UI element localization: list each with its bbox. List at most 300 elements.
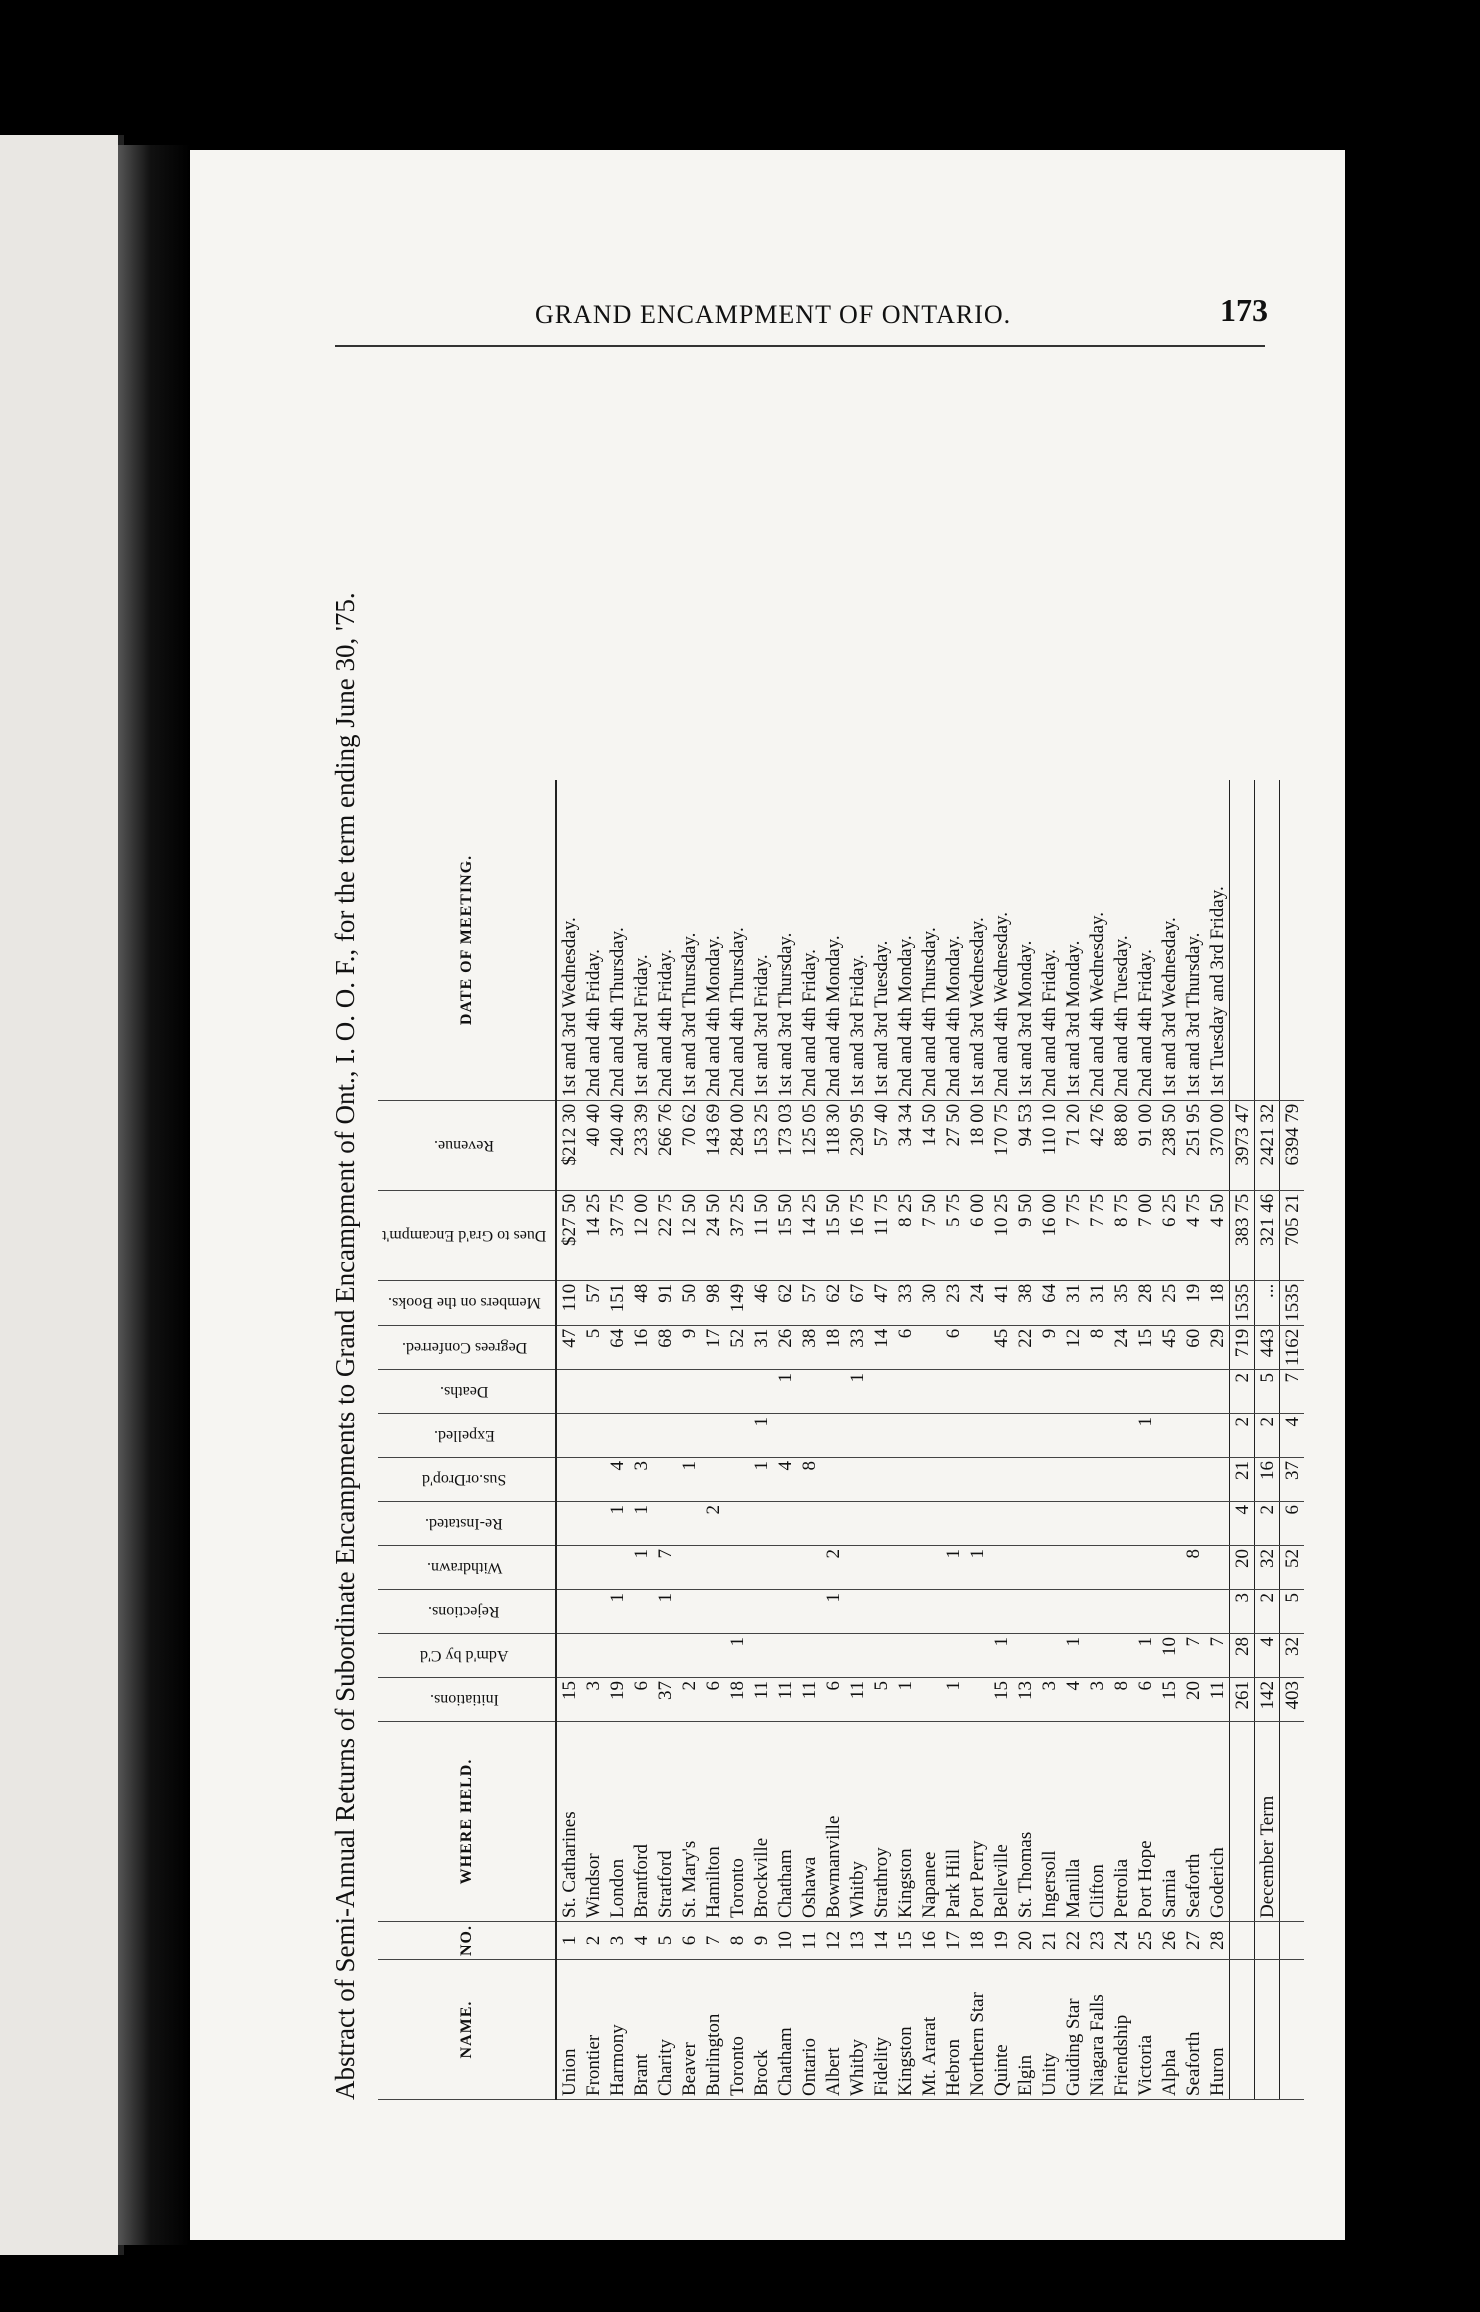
cell-where: Park Hill <box>941 1722 965 1922</box>
cell-dues: $27 50 <box>556 1190 581 1280</box>
grand-total-dth: 7 <box>1280 1370 1305 1414</box>
cell-date: 2nd and 4th Friday. <box>581 780 605 1100</box>
cell-init: 1 <box>941 1678 965 1722</box>
december-term-rein: 2 <box>1255 1502 1280 1546</box>
cell-rej <box>1157 1590 1181 1634</box>
cell-deg: 17 <box>701 1325 725 1369</box>
grand-total-init: 403 <box>1280 1678 1305 1722</box>
cell-rev: 266 76 <box>653 1100 677 1190</box>
cell-exp <box>989 1414 1013 1458</box>
col-header-where: WHERE HELD. <box>378 1722 556 1922</box>
cell-dth <box>605 1370 629 1414</box>
cell-adm <box>556 1634 581 1678</box>
table-row <box>1181 780 1205 2099</box>
col-header-degrees: Degrees Conferred. <box>378 1325 556 1369</box>
cell-deg: 15 <box>1133 1325 1157 1369</box>
cell-sus <box>941 1458 965 1502</box>
grand-total-date <box>1280 780 1305 1100</box>
subtotal-wd: 20 <box>1230 1546 1255 1590</box>
cell-name: Friendship <box>1109 1960 1133 2100</box>
cell-no: 25 <box>1133 1922 1157 1960</box>
cell-deg: 33 <box>845 1325 869 1369</box>
cell-adm: 1 <box>1133 1634 1157 1678</box>
cell-exp <box>1181 1414 1205 1458</box>
cell-no: 14 <box>869 1922 893 1960</box>
cell-rev: 173 03 <box>773 1100 797 1190</box>
cell-init: 3 <box>581 1678 605 1722</box>
cell-adm <box>773 1634 797 1678</box>
cell-where: Port Perry <box>965 1722 989 1922</box>
subtotal-rej: 3 <box>1230 1590 1255 1634</box>
cell-adm <box>629 1634 653 1678</box>
cell-mem: 91 <box>653 1280 677 1325</box>
col-header-rejections: Rejections. <box>378 1590 556 1634</box>
cell-rein <box>1109 1502 1133 1546</box>
table-row <box>653 780 677 2099</box>
grand-total-where <box>1280 1722 1305 1922</box>
cell-mem: 64 <box>1037 1280 1061 1325</box>
cell-date: 1st and 3rd Wednesday. <box>965 780 989 1100</box>
grand-total-rev: 6394 79 <box>1280 1100 1305 1190</box>
cell-mem: 48 <box>629 1280 653 1325</box>
cell-dues: 5 75 <box>941 1190 965 1280</box>
cell-no: 9 <box>749 1922 773 1960</box>
cell-dth <box>629 1370 653 1414</box>
cell-wd <box>701 1546 725 1590</box>
cell-date: 1st and 3rd Thursday. <box>1181 780 1205 1100</box>
cell-rein: 1 <box>629 1502 653 1546</box>
cell-rev: 170 75 <box>989 1100 1013 1190</box>
december-term-rev: 2421 32 <box>1255 1100 1280 1190</box>
cell-rej <box>1013 1590 1037 1634</box>
cell-rev: 42 76 <box>1085 1100 1109 1190</box>
cell-init: 6 <box>821 1678 845 1722</box>
page-number: 173 <box>1220 292 1268 328</box>
cell-init: 11 <box>749 1678 773 1722</box>
cell-dth <box>821 1370 845 1414</box>
cell-no: 12 <box>821 1922 845 1960</box>
cell-no: 22 <box>1061 1922 1085 1960</box>
cell-init: 18 <box>725 1678 749 1722</box>
cell-wd <box>1037 1546 1061 1590</box>
cell-deg: 60 <box>1181 1325 1205 1369</box>
subtotal-date <box>1230 780 1255 1100</box>
cell-rein <box>941 1502 965 1546</box>
cell-dth <box>581 1370 605 1414</box>
cell-adm: 7 <box>1205 1634 1230 1678</box>
cell-date: 2nd and 4th Friday. <box>797 780 821 1100</box>
col-header-no: NO. <box>378 1922 556 1960</box>
grand-total-deg: 1162 <box>1280 1325 1305 1369</box>
december-term-name <box>1255 1960 1280 2100</box>
cell-adm <box>653 1634 677 1678</box>
cell-adm <box>917 1634 941 1678</box>
table-row <box>821 780 845 2099</box>
grand-total-dues: 705 21 <box>1280 1190 1305 1280</box>
cell-mem: 38 <box>1013 1280 1037 1325</box>
table-row <box>1061 780 1085 2099</box>
cell-deg: 31 <box>749 1325 773 1369</box>
cell-adm: 10 <box>1157 1634 1181 1678</box>
cell-date: 2nd and 4th Friday. <box>1037 780 1061 1100</box>
cell-deg: 38 <box>797 1325 821 1369</box>
cell-wd: 7 <box>653 1546 677 1590</box>
cell-sus <box>893 1458 917 1502</box>
cell-rej: 1 <box>653 1590 677 1634</box>
cell-rev: 91 00 <box>1133 1100 1157 1190</box>
cell-rein <box>725 1502 749 1546</box>
cell-rev: 110 10 <box>1037 1100 1061 1190</box>
cell-dth <box>869 1370 893 1414</box>
cell-deg: 14 <box>869 1325 893 1369</box>
cell-sus <box>1133 1458 1157 1502</box>
cell-rej <box>749 1590 773 1634</box>
cell-where: Kingston <box>893 1722 917 1922</box>
table-row <box>989 780 1013 2099</box>
cell-mem: 110 <box>556 1280 581 1325</box>
cell-rej <box>677 1590 701 1634</box>
col-header-dues: Dues to Gra'd Encampm't <box>378 1190 556 1280</box>
cell-date: 1st and 3rd Friday. <box>845 780 869 1100</box>
cell-name: Union <box>556 1960 581 2100</box>
cell-no: 19 <box>989 1922 1013 1960</box>
cell-adm <box>1109 1634 1133 1678</box>
col-header-date: DATE OF MEETING. <box>378 780 556 1100</box>
cell-deg <box>965 1325 989 1369</box>
cell-wd: 1 <box>941 1546 965 1590</box>
cell-exp <box>1157 1414 1181 1458</box>
cell-date: 1st and 3rd Thursday. <box>773 780 797 1100</box>
cell-dues: 15 50 <box>821 1190 845 1280</box>
cell-mem: 62 <box>773 1280 797 1325</box>
cell-deg: 5 <box>581 1325 605 1369</box>
cell-exp: 1 <box>1133 1414 1157 1458</box>
subtotal-dues: 383 75 <box>1230 1190 1255 1280</box>
cell-init: 4 <box>1061 1678 1085 1722</box>
cell-sus <box>965 1458 989 1502</box>
cell-deg: 8 <box>1085 1325 1109 1369</box>
december-term-deg: 443 <box>1255 1325 1280 1369</box>
table-row <box>725 780 749 2099</box>
december-term-wd: 32 <box>1255 1546 1280 1590</box>
table-row <box>869 780 893 2099</box>
cell-init: 8 <box>1109 1678 1133 1722</box>
cell-no: 4 <box>629 1922 653 1960</box>
cell-rev: 70 62 <box>677 1100 701 1190</box>
cell-mem: 50 <box>677 1280 701 1325</box>
col-header-deaths: Deaths. <box>378 1370 556 1414</box>
cell-sus <box>556 1458 581 1502</box>
cell-sus <box>845 1458 869 1502</box>
cell-adm: 1 <box>989 1634 1013 1678</box>
cell-no: 10 <box>773 1922 797 1960</box>
cell-where: Manilla <box>1061 1722 1085 1922</box>
grand-total-adm: 32 <box>1280 1634 1305 1678</box>
cell-date: 2nd and 4th Thursday. <box>725 780 749 1100</box>
grand-total-no <box>1280 1922 1305 1960</box>
subtotal-rein: 4 <box>1230 1502 1255 1546</box>
cell-where: Sarnia <box>1157 1722 1181 1922</box>
cell-wd <box>556 1546 581 1590</box>
grand-total-rein: 6 <box>1280 1502 1305 1546</box>
subtotal-init: 261 <box>1230 1678 1255 1722</box>
cell-adm: 1 <box>725 1634 749 1678</box>
cell-no: 26 <box>1157 1922 1181 1960</box>
cell-wd: 8 <box>1181 1546 1205 1590</box>
cell-dth <box>1085 1370 1109 1414</box>
cell-wd <box>605 1546 629 1590</box>
cell-name: Charity <box>653 1960 677 2100</box>
cell-no: 7 <box>701 1922 725 1960</box>
cell-no: 13 <box>845 1922 869 1960</box>
cell-rej: 1 <box>605 1590 629 1634</box>
cell-dth <box>965 1370 989 1414</box>
cell-name: Brant <box>629 1960 653 2100</box>
cell-rev: 370 00 <box>1205 1100 1230 1190</box>
cell-name: Burlington <box>701 1960 725 2100</box>
cell-dues: 16 00 <box>1037 1190 1061 1280</box>
cell-dth <box>1037 1370 1061 1414</box>
cell-wd: 1 <box>629 1546 653 1590</box>
cell-where: Napanee <box>917 1722 941 1922</box>
cell-wd <box>1133 1546 1157 1590</box>
cell-rev: 57 40 <box>869 1100 893 1190</box>
cell-rej <box>1205 1590 1230 1634</box>
cell-rej <box>1181 1590 1205 1634</box>
cell-wd <box>1157 1546 1181 1590</box>
cell-where: Windsor <box>581 1722 605 1922</box>
cell-exp <box>773 1414 797 1458</box>
cell-exp <box>1037 1414 1061 1458</box>
cell-rein <box>581 1502 605 1546</box>
cell-dth <box>1133 1370 1157 1414</box>
cell-adm <box>797 1634 821 1678</box>
cell-wd <box>845 1546 869 1590</box>
subtotal-row <box>1230 780 1255 2099</box>
cell-wd <box>581 1546 605 1590</box>
cell-dues: 9 50 <box>1013 1190 1037 1280</box>
cell-adm <box>749 1634 773 1678</box>
cell-deg: 6 <box>893 1325 917 1369</box>
december-term-where: December Term <box>1255 1722 1280 1922</box>
col-header-members: Members on the Books. <box>378 1280 556 1325</box>
cell-deg: 9 <box>1037 1325 1061 1369</box>
table-row <box>629 780 653 2099</box>
cell-rein <box>989 1502 1013 1546</box>
cell-dth <box>1061 1370 1085 1414</box>
cell-exp <box>725 1414 749 1458</box>
cell-adm <box>845 1634 869 1678</box>
grand-total-exp: 4 <box>1280 1414 1305 1458</box>
cell-exp <box>629 1414 653 1458</box>
cell-rein <box>1061 1502 1085 1546</box>
cell-deg <box>917 1325 941 1369</box>
cell-name: Harmony <box>605 1960 629 2100</box>
cell-dues: 6 25 <box>1157 1190 1181 1280</box>
cell-exp <box>653 1414 677 1458</box>
cell-rein <box>773 1502 797 1546</box>
cell-init: 1 <box>893 1678 917 1722</box>
cell-init: 15 <box>1157 1678 1181 1722</box>
cell-name: Brock <box>749 1960 773 2100</box>
cell-date: 1st and 3rd Friday. <box>629 780 653 1100</box>
cell-init: 20 <box>1181 1678 1205 1722</box>
cell-date: 1st Tuesday and 3rd Friday. <box>1205 780 1230 1100</box>
cell-init: 15 <box>556 1678 581 1722</box>
cell-dth <box>749 1370 773 1414</box>
cell-exp <box>605 1414 629 1458</box>
cell-dth <box>893 1370 917 1414</box>
cell-rev: 230 95 <box>845 1100 869 1190</box>
table-row <box>845 780 869 2099</box>
cell-exp <box>1205 1414 1230 1458</box>
cell-wd <box>1085 1546 1109 1590</box>
cell-dth <box>989 1370 1013 1414</box>
cell-init: 6 <box>1133 1678 1157 1722</box>
cell-dues: 7 00 <box>1133 1190 1157 1280</box>
cell-mem: 98 <box>701 1280 725 1325</box>
cell-mem: 151 <box>605 1280 629 1325</box>
cell-dues: 37 75 <box>605 1190 629 1280</box>
cell-sus <box>869 1458 893 1502</box>
subtotal-adm: 28 <box>1230 1634 1255 1678</box>
header-row <box>378 780 556 2099</box>
cell-sus <box>917 1458 941 1502</box>
cell-dth <box>797 1370 821 1414</box>
cell-date: 1st and 3rd Wednesday. <box>556 780 581 1100</box>
cell-rein <box>1157 1502 1181 1546</box>
cell-wd <box>1061 1546 1085 1590</box>
grand-total-row <box>1280 780 1305 2099</box>
cell-where: London <box>605 1722 629 1922</box>
cell-no: 23 <box>1085 1922 1109 1960</box>
cell-name: Alpha <box>1157 1960 1181 2100</box>
cell-wd <box>797 1546 821 1590</box>
cell-name: Albert <box>821 1960 845 2100</box>
cell-mem: 41 <box>989 1280 1013 1325</box>
cell-adm <box>965 1634 989 1678</box>
cell-deg: 6 <box>941 1325 965 1369</box>
cell-rein <box>797 1502 821 1546</box>
cell-where: Belleville <box>989 1722 1013 1922</box>
cell-sus <box>1181 1458 1205 1502</box>
cell-mem: 67 <box>845 1280 869 1325</box>
cell-date: 2nd and 4th Monday. <box>941 780 965 1100</box>
cell-date: 2nd and 4th Monday. <box>893 780 917 1100</box>
cell-name: Ontario <box>797 1960 821 2100</box>
subtotal-no <box>1230 1922 1255 1960</box>
table-row <box>556 780 581 2099</box>
cell-init: 15 <box>989 1678 1013 1722</box>
cell-date: 2nd and 4th Friday. <box>1133 780 1157 1100</box>
cell-init: 6 <box>629 1678 653 1722</box>
cell-sus: 1 <box>749 1458 773 1502</box>
cell-rev: 143 69 <box>701 1100 725 1190</box>
cell-rev: 71 20 <box>1061 1100 1085 1190</box>
cell-rej <box>701 1590 725 1634</box>
cell-sus: 4 <box>773 1458 797 1502</box>
cell-name: Beaver <box>677 1960 701 2100</box>
cell-dues: 6 00 <box>965 1190 989 1280</box>
cell-dues: 37 25 <box>725 1190 749 1280</box>
cell-rein <box>1181 1502 1205 1546</box>
cell-name: Seaforth <box>1181 1960 1205 2100</box>
col-header-suspended: Sus.orDrop'd <box>378 1458 556 1502</box>
cell-name: Niagara Falls <box>1085 1960 1109 2100</box>
cell-mem: 47 <box>869 1280 893 1325</box>
table-row <box>677 780 701 2099</box>
cell-init: 3 <box>1037 1678 1061 1722</box>
col-header-admitted: Adm'd by C'd <box>378 1634 556 1678</box>
december-term-rej: 2 <box>1255 1590 1280 1634</box>
cell-rein: 2 <box>701 1502 725 1546</box>
cell-dues: 11 50 <box>749 1190 773 1280</box>
previous-page-edge <box>0 135 124 2255</box>
cell-dth <box>1109 1370 1133 1414</box>
cell-wd: 1 <box>965 1546 989 1590</box>
cell-dues: 24 50 <box>701 1190 725 1280</box>
cell-mem: 62 <box>821 1280 845 1325</box>
cell-dues: 12 00 <box>629 1190 653 1280</box>
col-header-initiations: Initiations. <box>378 1678 556 1722</box>
cell-rein <box>893 1502 917 1546</box>
cell-exp: 1 <box>749 1414 773 1458</box>
table-row <box>1013 780 1037 2099</box>
cell-init: 11 <box>1205 1678 1230 1722</box>
cell-date: 1st and 3rd Thursday. <box>677 780 701 1100</box>
cell-dues: 14 25 <box>797 1190 821 1280</box>
running-head: GRAND ENCAMPMENT OF ONTARIO. <box>535 300 1012 329</box>
cell-deg: 12 <box>1061 1325 1085 1369</box>
cell-rev: 18 00 <box>965 1100 989 1190</box>
table-row <box>1205 780 1230 2099</box>
cell-sus <box>701 1458 725 1502</box>
cell-sus <box>1109 1458 1133 1502</box>
cell-date: 2nd and 4th Tuesday. <box>1109 780 1133 1100</box>
december-term-date <box>1255 780 1280 1100</box>
cell-date: 2nd and 4th Thursday. <box>917 780 941 1100</box>
cell-mem: 31 <box>1085 1280 1109 1325</box>
cell-sus <box>653 1458 677 1502</box>
cell-no: 11 <box>797 1922 821 1960</box>
cell-wd <box>989 1546 1013 1590</box>
cell-no: 20 <box>1013 1922 1037 1960</box>
cell-deg: 64 <box>605 1325 629 1369</box>
cell-rein <box>749 1502 773 1546</box>
cell-rein <box>653 1502 677 1546</box>
col-header-name: NAME. <box>378 1960 556 2100</box>
cell-wd <box>893 1546 917 1590</box>
col-header-expelled: Expelled. <box>378 1414 556 1458</box>
cell-where: St. Catharines <box>556 1722 581 1922</box>
cell-dues: 11 75 <box>869 1190 893 1280</box>
cell-date: 1st and 3rd Monday. <box>1013 780 1037 1100</box>
cell-init: 11 <box>773 1678 797 1722</box>
cell-sus <box>1205 1458 1230 1502</box>
cell-no: 3 <box>605 1922 629 1960</box>
cell-dues: 10 25 <box>989 1190 1013 1280</box>
cell-deg: 24 <box>1109 1325 1133 1369</box>
cell-rein: 1 <box>605 1502 629 1546</box>
cell-name: Fidelity <box>869 1960 893 2100</box>
cell-mem: 19 <box>1181 1280 1205 1325</box>
cell-date: 2nd and 4th Wednesday. <box>989 780 1013 1100</box>
cell-wd <box>677 1546 701 1590</box>
cell-where: Brockville <box>749 1722 773 1922</box>
cell-init: 2 <box>677 1678 701 1722</box>
cell-sus <box>1037 1458 1061 1502</box>
cell-rej <box>941 1590 965 1634</box>
